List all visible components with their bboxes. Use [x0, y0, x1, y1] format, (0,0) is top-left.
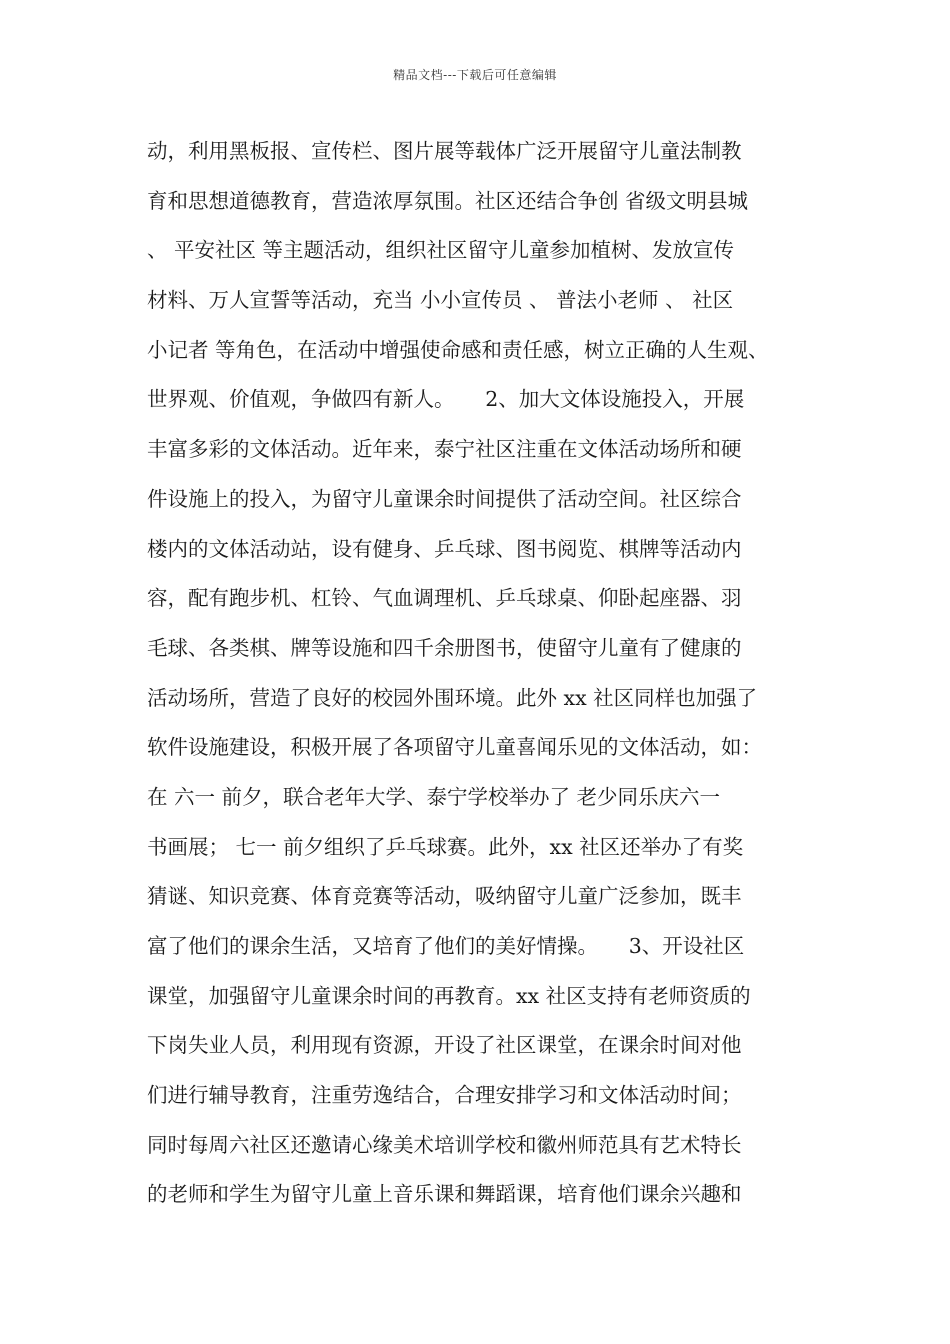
text-line: 件设施上的投入，为留守儿童课余时间提供了活动空间。社区综合 — [147, 486, 742, 511]
text-line: 活动场所，营造了良好的校园外围环境。此外 xx 社区同样也加强了 — [147, 685, 758, 710]
text-line: 小记者 等角色，在活动中增强使命感和责任感，树立正确的人生观、 — [147, 337, 769, 362]
text-line: 丰富多彩的文体活动。近年来，泰宁社区注重在文体活动场所和硬 — [147, 437, 742, 462]
text-line: 们进行辅导教育，注重劳逸结合，合理安排学习和文体活动时间； — [147, 1083, 742, 1108]
text-line: 毛球、各类棋、牌等设施和四千余册图书，使留守儿童有了健康的 — [147, 635, 742, 660]
text-line: 材料、万人宣誓等活动，充当 小小宣传员 、 普法小老师 、 社区 — [147, 288, 734, 313]
text-line: 的老师和学生为留守儿童上音乐课和舞蹈课，培育他们课余兴趣和 — [147, 1182, 742, 1207]
text-line: 世界观、价值观，争做四有新人。 2、加大文体设施投入，开展 — [147, 387, 745, 412]
text-line: 猜谜、知识竞赛、体育竞赛等活动，吸纳留守儿童广泛参加，既丰 — [147, 884, 742, 909]
text-line: 楼内的文体活动站，设有健身、乒乓球、图书阅览、棋牌等活动内 — [147, 536, 742, 561]
text-line: 动，利用黑板报、宣传栏、图片展等载体广泛开展留守儿童法制教 — [147, 139, 742, 163]
text-line: 书画展； 七一 前夕组织了乒乓球赛。此外，xx 社区还举办了有奖 — [147, 834, 744, 859]
text-line: 软件设施建设，积极开展了各项留守儿童喜闻乐见的文体活动，如： — [147, 735, 762, 760]
document-body — [147, 133, 837, 1226]
text-line: 下岗失业人员，利用现有资源，开设了社区课堂，在课余时间对他 — [147, 1033, 742, 1058]
text-line: 在 六一 前夕，联合老年大学、泰宁学校举办了 老少同乐庆六一 — [147, 784, 721, 809]
text-line: 同时每周六社区还邀请心缘美术培训学校和徽州师范具有艺术特长 — [147, 1132, 742, 1157]
text-line: 育和思想道德教育，营造浓厚氛围。社区还结合争创 省级文明县城 — [147, 188, 749, 213]
text-line: 、 平安社区 等主题活动，组织社区留守儿童参加植树、发放宣传 — [147, 238, 735, 263]
text-line: 富了他们的课余生活，又培育了他们的美好情操。 3、开设社区 — [147, 934, 745, 958]
page-header: 精品文档---下载后可任意编辑 — [393, 68, 557, 82]
text-line: 容，配有跑步机、杠铃、气血调理机、乒乓球桌、仰卧起座器、羽 — [147, 586, 742, 611]
text-line: 课堂，加强留守儿童课余时间的再教育。xx 社区支持有老师资质的 — [147, 983, 751, 1008]
